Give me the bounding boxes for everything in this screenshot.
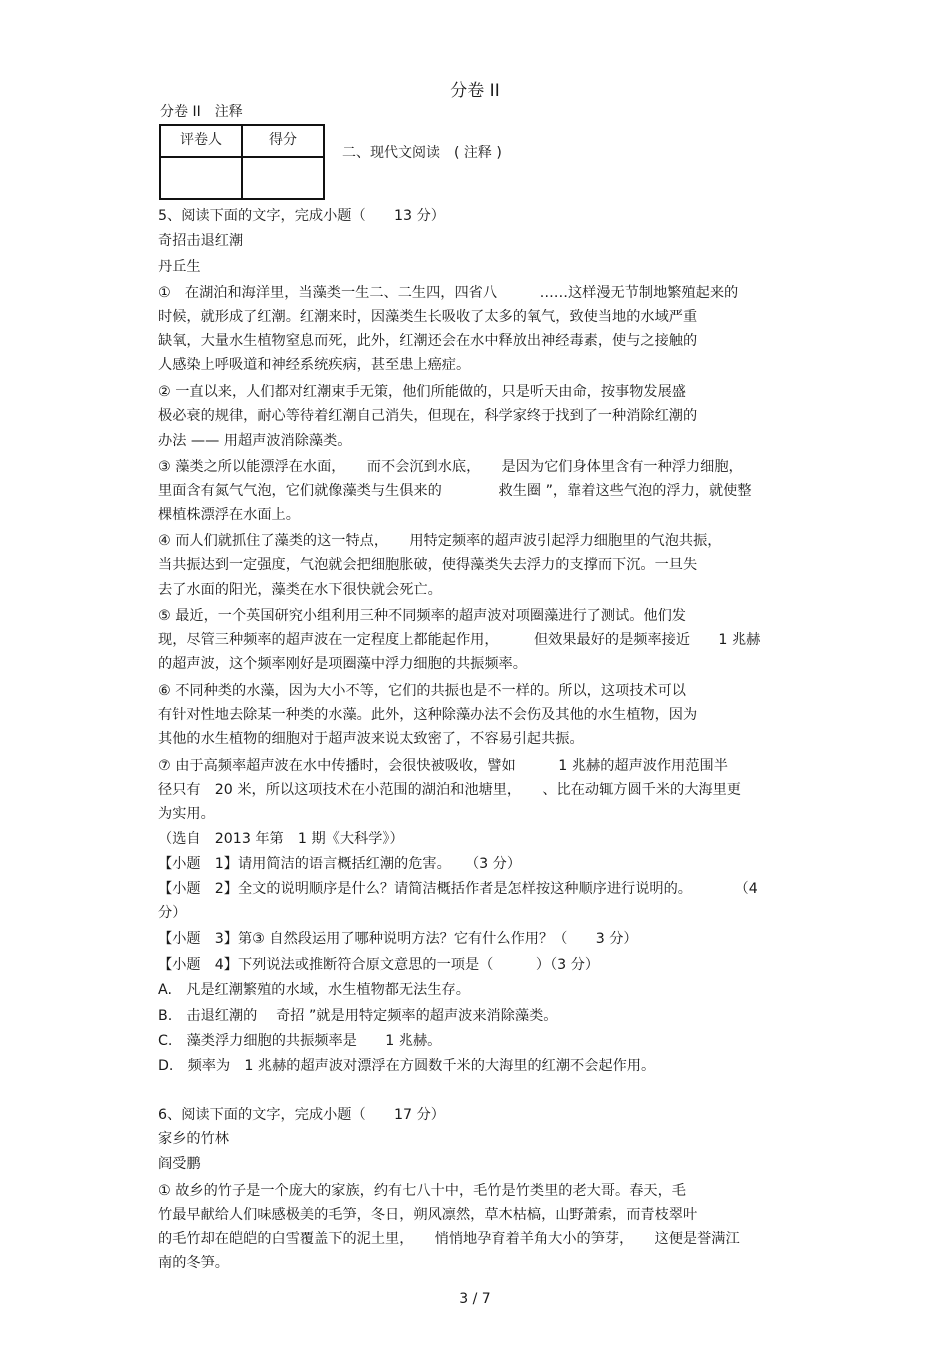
q5-line: 里面含有氮气气泡，它们就像藻类与生俱来的 救生圈 ”，靠着这些气泡的浮力，就使整 xyxy=(158,483,752,499)
page-title: 分卷 II xyxy=(450,81,500,101)
page-number: 3 / 7 xyxy=(459,1291,491,1307)
q5-line: 径只有 20 米，所以这项技术在小范围的湖泊和池塘里， 、比在动辄方圆千米的大海里更 xyxy=(158,782,741,798)
q5-line: ⑦ 由于高频率超声波在水中传播时，会很快被吸收，譬如 1 兆赫的超声波作用范围半 xyxy=(158,758,728,774)
q5-line: 其他的水生植物的细胞对于超声波来说太致密了，不容易引起共振。 xyxy=(158,731,584,747)
q6-line: 南的冬笋。 xyxy=(158,1255,229,1271)
q5-line: 极必衰的规律，耐心等待着红潮自己消失，但现在，科学家终于找到了一种消除红潮的 xyxy=(158,408,698,424)
q6-line: ① 故乡的竹子是一个庞大的家族，约有七八十中，毛竹是竹类里的老大哥。春天，毛 xyxy=(158,1183,686,1199)
q5-option: D. 频率为 1 兆赫的超声波对漂浮在方圆数千米的大海里的红潮不会起作用。 xyxy=(158,1058,656,1074)
q5-option: B. 击退红潮的 奇招 ”就是用特定频率的超声波来消除藻类。 xyxy=(158,1008,558,1024)
q6-line: 的毛竹却在皑皑的白雪覆盖下的泥土里， 悄悄地孕育着羊角大小的笋芽， 这便是誉满江 xyxy=(158,1231,740,1247)
section-note: 分卷 II 注释 xyxy=(160,104,243,120)
q5-line: 时候，就形成了红潮。红潮来时，因藻类生长吸收了太多的氧气，致使当地的水域严重 xyxy=(158,309,698,325)
q5-author: 丹丘生 xyxy=(158,259,201,275)
q5-line: 有针对性地去除某一种类的水藻。此外，这种除藻办法不会伤及其他的水生植物，因为 xyxy=(158,707,698,723)
q5-line: ② 一直以来，人们都对红潮束手无策，他们所能做的，只是听天由命，按事物发展盛 xyxy=(158,384,686,400)
q5-line: 办法 —— 用超声波消除藻类。 xyxy=(158,433,352,449)
q5-subquestion: 【小题 2】全文的说明顺序是什么？请简洁概括作者是怎样按这种顺序进行说明的。 （4 xyxy=(158,881,758,897)
q5-subquestion: 分） xyxy=(158,905,187,921)
q5-line: ⑥ 不同种类的水藻，因为大小不等，它们的共振也是不一样的。所以，这项技术可以 xyxy=(158,683,686,699)
q5-subquestion: 【小题 3】第③ 自然段运用了哪种说明方法？它有什么作用？（ 3 分） xyxy=(158,931,638,947)
score-label: 得分 xyxy=(242,125,324,157)
q5-subquestion: 【小题 4】下列说法或推断符合原文意思的一项是（ ）（3 分） xyxy=(158,957,600,973)
q6-article-title: 家乡的竹林 xyxy=(158,1131,229,1147)
q5-source: （选自 2013 年第 1 期《大科学》） xyxy=(158,831,404,847)
q5-line: 去了水面的阳光，藻类在水下很快就会死亡。 xyxy=(158,582,442,598)
part-heading: 二、现代文阅读 ( 注释 ) xyxy=(342,145,502,161)
reviewer-label: 评卷人 xyxy=(160,125,242,157)
reviewer-cell xyxy=(160,157,242,199)
q5-line: 为实用。 xyxy=(158,806,215,822)
q5-line: 人感染上呼吸道和神经系统疾病，甚至患上癌症。 xyxy=(158,357,471,373)
q6-author: 阎受鹏 xyxy=(158,1156,201,1172)
score-cell xyxy=(242,157,324,199)
score-box xyxy=(159,124,325,200)
q5-line: 缺氧，大量水生植物窒息而死，此外，红潮还会在水中释放出神经毒素，使与之接触的 xyxy=(158,333,698,349)
q5-line: 棵植株漂浮在水面上。 xyxy=(158,507,300,523)
q6-line: 竹最早献给人们味感极美的毛笋，冬日，朔风凛然，草木枯槁，山野萧索，而青枝翠叶 xyxy=(158,1207,698,1223)
q5-line: ① 在湖泊和海洋里，当藻类一生二、二生四，四省八 ……这样漫无节制地繁殖起来的 xyxy=(158,285,739,301)
q5-line: ⑤ 最近，一个英国研究小组利用三种不同频率的超声波对项圈藻进行了测试。他们发 xyxy=(158,608,686,624)
q5-article-title: 奇招击退红潮 xyxy=(158,233,244,249)
q5-line: ③ 藻类之所以能漂浮在水面， 而不会沉到水底， 是因为它们身体里含有一种浮力细胞， xyxy=(158,459,743,475)
q5-subquestion: 【小题 1】请用简洁的语言概括红潮的危害。 （3 分） xyxy=(158,856,522,872)
q5-option: C. 藻类浮力细胞的共振频率是 1 兆赫。 xyxy=(158,1033,442,1049)
q5-intro: 5、阅读下面的文字，完成小题（ 13 分） xyxy=(158,208,445,224)
q5-line: 当共振达到一定强度，气泡就会把细胞胀破，使得藻类失去浮力的支撑而下沉。一旦失 xyxy=(158,557,698,573)
q5-line: 现，尽管三种频率的超声波在一定程度上都能起作用， 但效果最好的是频率接近 1 兆赫 xyxy=(158,632,761,648)
q6-intro: 6、阅读下面的文字，完成小题（ 17 分） xyxy=(158,1107,445,1123)
q5-option: A. 凡是红潮繁殖的水域，水生植物都无法生存。 xyxy=(158,982,470,998)
q5-line: 的超声波，这个频率刚好是项圈藻中浮力细胞的共振频率。 xyxy=(158,656,527,672)
q5-line: ④ 而人们就抓住了藻类的这一特点， 用特定频率的超声波引起浮力细胞里的气泡共振， xyxy=(158,533,722,549)
